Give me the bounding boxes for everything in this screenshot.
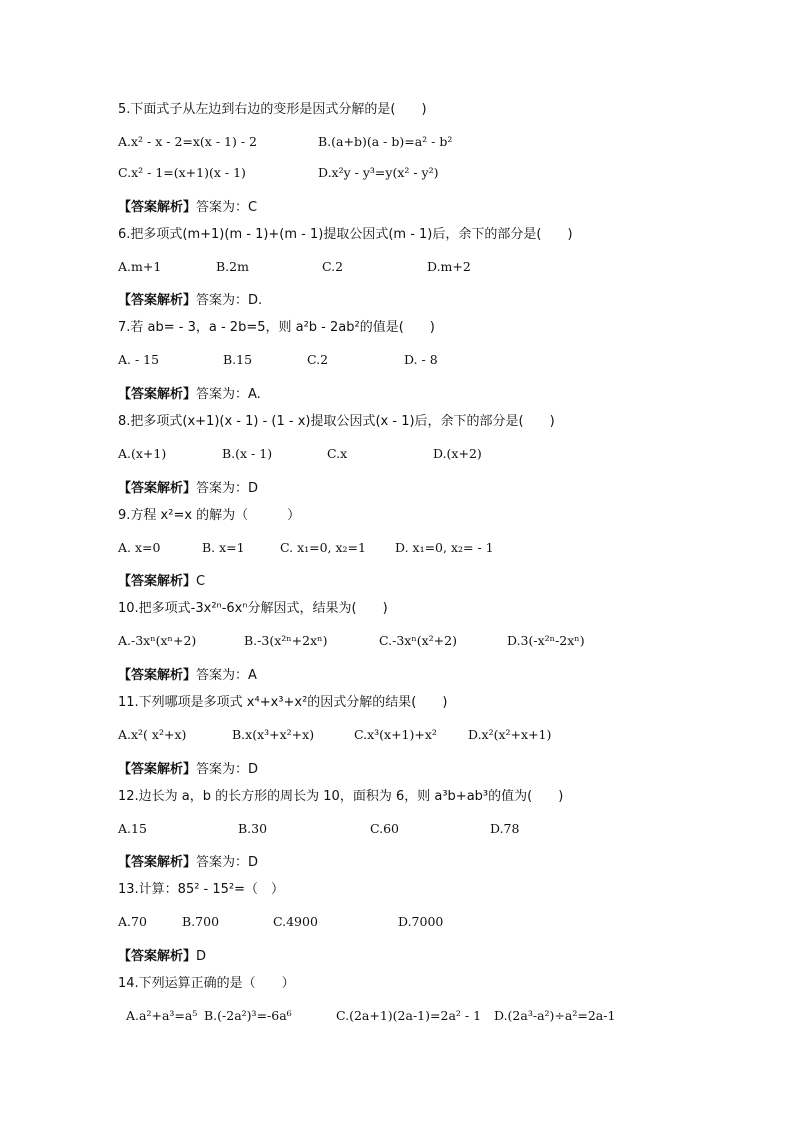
question-7-option-b: B.15 bbox=[223, 352, 253, 367]
question-10-stem: 10.把多项式-3x²ⁿ-6xⁿ分解因式，结果为( ) bbox=[118, 601, 388, 616]
question-6-option-c: C.2 bbox=[322, 259, 344, 274]
question-11-option-b: B.x(x³+x²+x) bbox=[232, 727, 315, 742]
question-5-answer bbox=[118, 196, 257, 215]
question-10-option-c: C.-3xⁿ(x²+2) bbox=[379, 633, 457, 648]
question-7-stem: 7.若 ab= - 3，a - 2b=5，则 a²b - 2ab²的值是( ) bbox=[118, 320, 435, 335]
question-12-option-c: C.60 bbox=[370, 821, 399, 836]
question-11-answer bbox=[118, 758, 258, 777]
answer-tag: 【答案解析】 bbox=[118, 387, 197, 402]
question-12-option-d: D.78 bbox=[490, 821, 520, 836]
answer-text: 答案为：D bbox=[196, 762, 259, 777]
question-14-option-a: A.a²+a³=a⁵ bbox=[126, 1008, 198, 1023]
question-11-option-d: D.x²(x²+x+1) bbox=[468, 727, 552, 742]
question-8-option-c: C.x bbox=[327, 446, 348, 461]
question-10-answer bbox=[118, 664, 257, 683]
question-5-stem: 5.下面式子从左边到右边的变形是因式分解的是( ) bbox=[118, 102, 427, 117]
question-6-option-a: A.m+1 bbox=[118, 259, 162, 274]
answer-text: 答案为：A bbox=[196, 668, 257, 683]
question-8-option-d: D.(x+2) bbox=[433, 446, 482, 461]
answer-tag: 【答案解析】 bbox=[118, 949, 197, 964]
question-11-option-a: A.x²( x²+x) bbox=[118, 727, 187, 742]
question-13-stem: 13.计算：85² - 15²=（ ） bbox=[118, 882, 285, 897]
answer-text: C bbox=[196, 574, 206, 589]
question-8-option-a: A.(x+1) bbox=[118, 446, 167, 461]
answer-text: 答案为：D. bbox=[196, 293, 263, 308]
question-9-option-c: C. x₁=0, x₂=1 bbox=[280, 540, 366, 555]
question-6-answer bbox=[118, 289, 262, 308]
question-14-option-b: B.(-2a²)³=-6a⁶ bbox=[204, 1008, 292, 1023]
question-9-option-b: B. x=1 bbox=[202, 540, 245, 555]
question-13-option-d: D.7000 bbox=[398, 914, 444, 929]
question-5-option-b: B.(a+b)(a - b)=a² - b² bbox=[318, 134, 453, 149]
answer-tag: 【答案解析】 bbox=[118, 293, 197, 308]
question-8-answer bbox=[118, 477, 258, 496]
answer-text: D bbox=[196, 949, 207, 964]
answer-tag: 【答案解析】 bbox=[118, 574, 197, 589]
question-6-stem: 6.把多项式(m+1)(m - 1)+(m - 1)提取公因式(m - 1)后，余下的部分是( ) bbox=[118, 227, 573, 242]
answer-tag: 【答案解析】 bbox=[118, 855, 197, 870]
question-12-option-b: B.30 bbox=[238, 821, 268, 836]
question-7-option-c: C.2 bbox=[307, 352, 329, 367]
question-6-option-d: D.m+2 bbox=[427, 259, 471, 274]
question-7-answer bbox=[118, 383, 261, 402]
question-5-option-a: A.x² - x - 2=x(x - 1) - 2 bbox=[118, 134, 257, 149]
question-13-option-b: B.700 bbox=[182, 914, 220, 929]
answer-text: 答案为：D bbox=[196, 855, 259, 870]
answer-tag: 【答案解析】 bbox=[118, 200, 197, 215]
question-9-stem: 9.方程 x²=x 的解为（ ） bbox=[118, 508, 301, 523]
question-10-option-a: A.-3xⁿ(xⁿ+2) bbox=[118, 633, 197, 648]
answer-tag: 【答案解析】 bbox=[118, 668, 197, 683]
question-13-option-a: A.70 bbox=[118, 914, 147, 929]
question-12-option-a: A.15 bbox=[118, 821, 147, 836]
answer-text: 答案为：A. bbox=[196, 387, 261, 402]
question-6-option-b: B.2m bbox=[216, 259, 249, 274]
question-12-stem: 12.边长为 a，b 的长方形的周长为 10，面积为 6，则 a³b+ab³的值为( ) bbox=[118, 789, 564, 804]
question-10-option-b: B.-3(x²ⁿ+2xⁿ) bbox=[244, 633, 328, 648]
question-5-option-d: D.x²y - y³=y(x² - y²) bbox=[318, 165, 439, 180]
question-14-stem: 14.下列运算正确的是（ ） bbox=[118, 976, 295, 991]
answer-text: 答案为：D bbox=[196, 481, 259, 496]
answer-tag: 【答案解析】 bbox=[118, 481, 197, 496]
question-10-option-d: D.3(-x²ⁿ-2xⁿ) bbox=[507, 633, 585, 648]
question-9-option-d: D. x₁=0, x₂= - 1 bbox=[395, 540, 494, 555]
question-5-option-c: C.x² - 1=(x+1)(x - 1) bbox=[118, 165, 246, 180]
question-7-option-a: A. - 15 bbox=[118, 352, 160, 367]
question-7-option-d: D. - 8 bbox=[404, 352, 438, 367]
question-14-option-d: D.(2a³-a²)÷a²=2a-1 bbox=[494, 1008, 616, 1023]
question-9-option-a: A. x=0 bbox=[118, 540, 161, 555]
question-8-stem: 8.把多项式(x+1)(x - 1) - (1 - x)提取公因式(x - 1)后，余下的部分是( ) bbox=[118, 414, 555, 429]
answer-tag: 【答案解析】 bbox=[118, 762, 197, 777]
question-8-option-b: B.(x - 1) bbox=[222, 446, 273, 461]
question-13-answer bbox=[118, 945, 206, 964]
question-11-option-c: C.x³(x+1)+x² bbox=[354, 727, 437, 742]
question-13-option-c: C.4900 bbox=[273, 914, 318, 929]
question-12-answer bbox=[118, 851, 258, 870]
question-9-answer bbox=[118, 570, 205, 589]
question-11-stem: 11.下列哪项是多项式 x⁴+x³+x²的因式分解的结果( ) bbox=[118, 695, 448, 710]
question-14-option-c: C.(2a+1)(2a-1)=2a² - 1 bbox=[336, 1008, 482, 1023]
answer-text: 答案为：C bbox=[196, 200, 258, 215]
